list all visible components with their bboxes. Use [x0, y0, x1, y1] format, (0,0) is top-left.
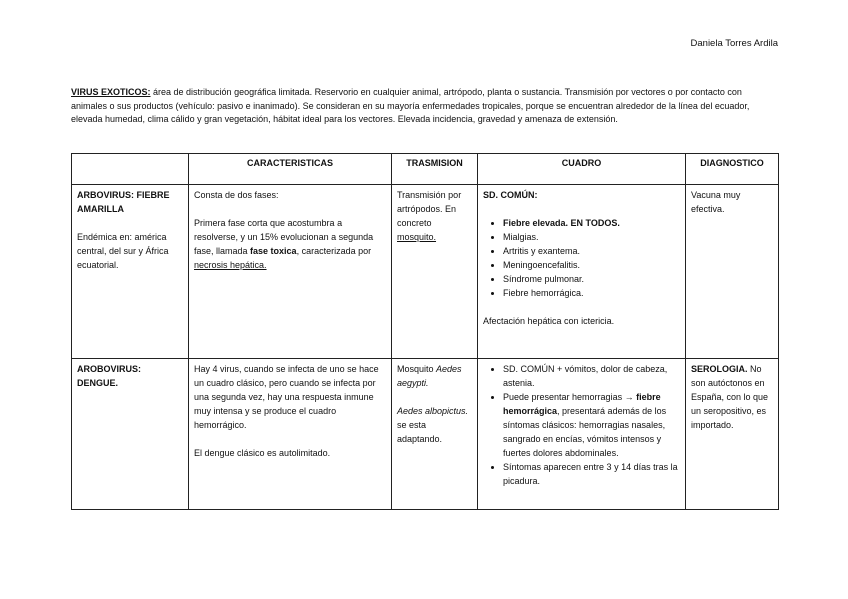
row1-car-p2: Primera fase corta que acostumbra a resolverse, y un 15% evolucionan a segunda fase, llamada fase toxica, caracterizada por necrosis hepática. — [194, 218, 374, 270]
row1-name: ARBOVIRUS: FIEBRE AMARILLA — [77, 190, 170, 214]
row2-car-p1: Hay 4 virus, cuando se infecta de uno se hace un cuadro clásico, pero cuando se infecta por una segunda vez, hay una respuesta inmune muy intensa y se produce el cuadro hemorrágico. — [194, 364, 379, 430]
row1-name-desc: Endémica en: américa central, del sur y África ecuatorial. — [77, 232, 169, 270]
row1-trasmision-cell — [392, 185, 478, 359]
row2-caracteristicas-cell — [189, 359, 392, 510]
list-item: • SD. COMÚN + vómitos, dolor de cabeza, astenia. — [503, 362, 680, 390]
header-trasmision: TRASMISION — [392, 154, 478, 185]
list-item: • Síndrome pulmonar. — [503, 272, 680, 286]
header-empty — [72, 154, 189, 185]
list-item: • Puede presentar hemorragias → fiebre hemorrágica, presentará además de los síntomas clásicos: hemorragias nasales, sangrado en encías, vómitos intensos y fuertes dolores abdominales. — [503, 390, 680, 460]
intro-paragraph — [71, 86, 777, 127]
row1-cua-list — [483, 216, 680, 300]
row2-cuadro-cell — [478, 359, 686, 510]
row1-car-p1: Consta de dos fases: — [194, 190, 279, 200]
row2-name: AROBOVIRUS: DENGUE. — [77, 364, 142, 388]
table-row — [72, 185, 779, 359]
row1-diagnostico-cell — [686, 185, 779, 359]
list-item: • Fiebre elevada. EN TODOS. — [503, 216, 680, 230]
list-item: • Meningoencefalitis. — [503, 258, 680, 272]
row1-name-cell — [72, 185, 189, 359]
header-cuadro: CUADRO — [478, 154, 686, 185]
table-header-row — [72, 154, 779, 185]
intro-lead: VIRUS EXOTICOS: — [71, 87, 151, 97]
list-item: • Mialgias. — [503, 230, 680, 244]
list-item: • Fiebre hemorrágica. — [503, 286, 680, 300]
row2-cua-list — [483, 362, 680, 488]
row1-caracteristicas-cell — [189, 185, 392, 359]
intro-text: área de distribución geográfica limitada. Reservorio en cualquier animal, artrópodo, planta o sustancia. Transmisión por vectores o por contacto con animales o sus productos (vehículo: pasivo e inanimado). Se consideran en su mayoría enfermedades tropicales, porque se encuentran alrededor de la línea del ecuador, elevada humedad, clima cálido y gran vegetación, hábitat ideal para los vectores. Elevada incidencia, gravedad y amenaza de extensión. — [71, 87, 750, 124]
row2-name-cell — [72, 359, 189, 510]
row2-tra-p1: Mosquito Aedes aegypti. — [397, 364, 462, 388]
row2-diag: SEROLOGIA. No son autóctonos en España, con lo que un seropositivo, es importado. — [691, 364, 769, 430]
author-name: Daniela Torres Ardila — [690, 38, 778, 49]
virus-table — [71, 153, 779, 510]
row2-diagnostico-cell — [686, 359, 779, 510]
header-caracteristicas: CARACTERISTICAS — [189, 154, 392, 185]
row1-cuadro-cell — [478, 185, 686, 359]
list-item: • Artritis y exantema. — [503, 244, 680, 258]
row1-tra: Transmisión por artrópodos. En concreto mosquito. — [397, 190, 462, 242]
row2-trasmision-cell — [392, 359, 478, 510]
row1-cua-footer: Afectación hepática con ictericia. — [483, 316, 615, 326]
list-item: • Síntomas aparecen entre 3 y 14 días tras la picadura. — [503, 460, 680, 488]
row1-diag: Vacuna muy efectiva. — [691, 190, 741, 214]
row2-tra-p2: Aedes albopictus. se esta adaptando. — [397, 406, 469, 444]
table-row — [72, 359, 779, 510]
header-diagnostico: DIAGNOSTICO — [686, 154, 779, 185]
row1-cua-title: SD. COMÚN: — [483, 190, 538, 200]
row2-car-p2: El dengue clásico es autolimitado. — [194, 448, 331, 458]
